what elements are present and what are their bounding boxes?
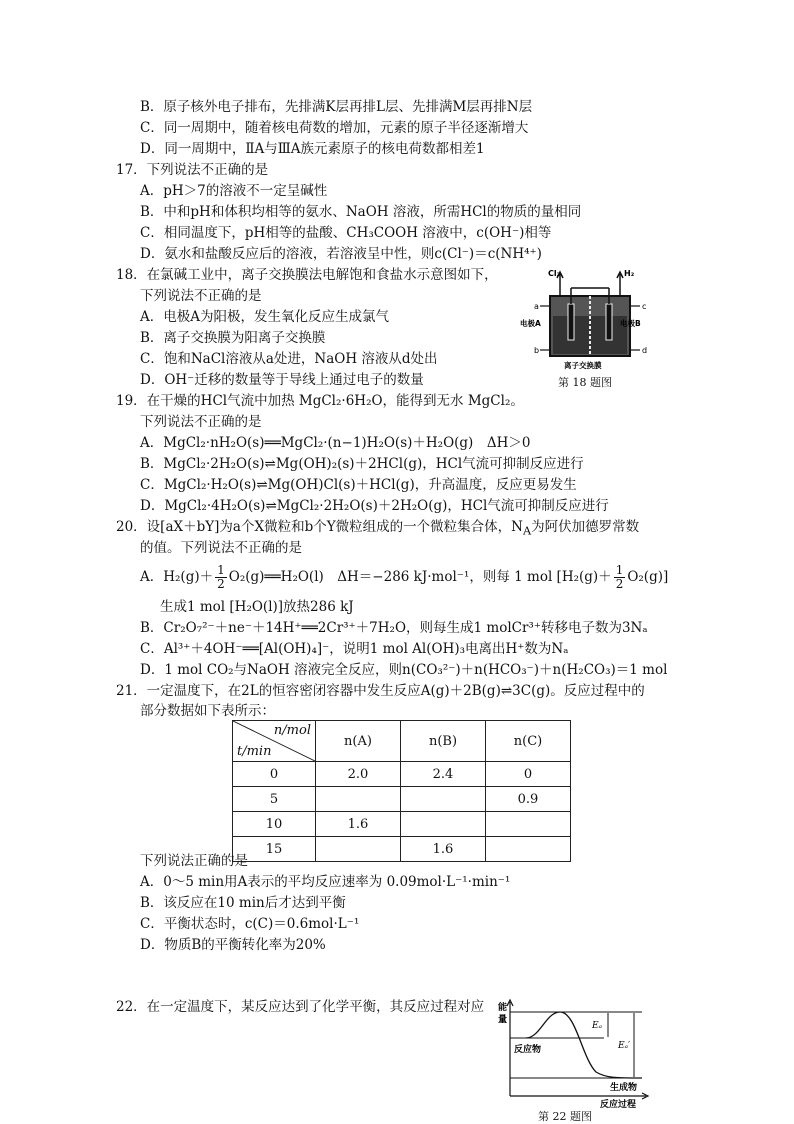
q21-option-b: B．该反应在10 min后才达到平衡 <box>140 895 346 911</box>
label-product: 生成物 <box>610 1083 638 1093</box>
frac-num: 1 <box>217 563 225 577</box>
q16-option-d: D．同一周期中，ⅡA与ⅢA族元素原子的核电荷数都相差1 <box>140 141 485 157</box>
table-row <box>233 812 571 837</box>
table-cell: 2.4 <box>401 762 486 787</box>
label-electrode-a: 电极A <box>520 319 541 328</box>
q18-stem-2: 下列说法不正确的是 <box>140 288 262 304</box>
table-cell <box>486 837 571 862</box>
table-cell: 1.6 <box>316 812 401 837</box>
table-header: n(A) <box>316 721 401 762</box>
q21-stem: 21．一定温度下，在2L的恒容密闭容器中发生反应A(g)＋2B(g)⇌3C(g)。反应过程中的 <box>116 683 645 699</box>
q21-data-table <box>232 720 571 862</box>
q20-option-b: B．Cr₂O₇²⁻＋ne⁻＋14H⁺══2Cr³⁺＋7H₂O，则每生成1 molCr³⁺转移电子数为3Nₐ <box>140 620 648 636</box>
q20-stem-sub: A <box>522 524 532 538</box>
q20-stem-text: 20．设[aX＋bY]为a个X微粒和b个Y微粒组成的一个微粒集合体，N <box>116 519 523 535</box>
q20-option-c: C．Al³⁺＋4OH⁻══[Al(OH)₄]⁻，说明1 mol Al(OH)₃电离出H⁺数为Nₐ <box>140 641 569 657</box>
table-cell: 0 <box>486 762 571 787</box>
q19-option-b: B．MgCl₂·2H₂O(s)⇌Mg(OH)₂(s)＋2HCl(g)，HCl气流可抑制反应进行 <box>140 456 584 472</box>
table-cell: 10 <box>233 812 316 837</box>
table-cell <box>316 837 401 862</box>
q20-stem-2: 的值。下列说法不正确的是 <box>140 540 302 556</box>
q20-option-a-2: 生成1 mol [H₂O(l)]放热286 kJ <box>160 599 354 615</box>
q20-stem-end: 为阿伏加德罗常数 <box>531 519 640 535</box>
table-row <box>233 787 571 812</box>
q17-option-d: D．氨水和盐酸反应后的溶液，若溶液呈中性，则c(Cl⁻)＝c(NH⁴⁺) <box>140 246 542 262</box>
q20-stem <box>116 518 639 541</box>
table-cell: 5 <box>233 787 316 812</box>
label-a: a <box>534 302 539 311</box>
corner-top-label: n/mol <box>273 723 311 738</box>
table-cell <box>486 812 571 837</box>
q22-stem: 22．在一定温度下，某反应达到了化学平衡，其反应过程对应 <box>116 999 485 1015</box>
q19-option-d: D．MgCl₂·4H₂O(s)⇌MgCl₂·2H₂O(s)＋2H₂O(g)，HCl气流可抑制反应进行 <box>140 498 609 514</box>
electrode-b <box>606 304 612 340</box>
q20-a-end: O₂(g)] <box>627 569 669 585</box>
q17-option-a: A．pH＞7的溶液不一定呈碱性 <box>140 183 328 199</box>
table-row <box>233 762 571 787</box>
q18-option-b: B．离子交换膜为阳离子交换膜 <box>140 330 326 346</box>
q16-option-b: B．原子核外电子排布，先排满K层再排L层、先排满M层再排N层 <box>140 99 533 115</box>
fraction-half <box>215 564 227 591</box>
table-cell: 0.9 <box>486 787 571 812</box>
q18-option-d: D．OH⁻迁移的数量等于导线上通过电子的数量 <box>140 372 424 388</box>
table-cell: 15 <box>233 837 316 862</box>
table-cell: 1.6 <box>401 837 486 862</box>
q20-option-d: D．1 mol CO₂与NaOH 溶液完全反应，则n(CO₃²⁻)＋n(HCO₃⁻)＋n(H₂CO₃)＝1 mol <box>140 662 668 678</box>
label-reactant: 反应物 <box>514 1045 542 1055</box>
q21-stem-3: 下列说法正确的是 <box>140 853 248 869</box>
fraction-half-2 <box>614 564 626 591</box>
q21-stem-2: 部分数据如下表所示： <box>140 703 275 719</box>
y-label-1: 能 <box>498 1003 508 1013</box>
q17-option-c: C．相同温度下，pH相等的盐酸、CH₃COOH 溶液中，c(OH⁻)相等 <box>140 225 552 241</box>
q18-electrolysis-figure <box>520 266 650 376</box>
q17-stem: 17．下列说法不正确的是 <box>116 162 269 178</box>
q17-option-b: B．中和pH和体积均相等的氨水、NaOH 溶液，所需HCl的物质的量相同 <box>140 204 582 220</box>
label-d: d <box>642 346 648 355</box>
label-x-axis: 反应过程 <box>600 1100 637 1108</box>
table-cell: 0 <box>233 762 316 787</box>
q22-energy-diagram <box>496 998 656 1108</box>
q19-option-a: A．MgCl₂·nH₂O(s)══MgCl₂·(n−1)H₂O(s)＋H₂O(g) ΔH＞0 <box>140 435 531 451</box>
q22-figure-caption: 第 22 题图 <box>538 1110 592 1123</box>
q20-option-a <box>140 564 668 591</box>
q18-option-c: C．饱和NaCl溶液从a处进，NaOH 溶液从d处出 <box>140 351 438 367</box>
q21-option-a: A．0～5 min用A表示的平均反应速率为 0.09mol·L⁻¹·min⁻¹ <box>140 874 511 890</box>
q16-option-c: C．同一周期中，随着核电荷数的增加，元素的原子半径逐渐增大 <box>140 120 529 136</box>
q21-option-d: D．物质B的平衡转化率为20% <box>140 937 326 953</box>
label-ea-prime: Eₐ′ <box>618 1041 630 1051</box>
table-header: n(B) <box>401 721 486 762</box>
corner-bottom-label: t/min <box>237 744 272 759</box>
table-header: n(C) <box>486 721 571 762</box>
table-row <box>233 837 571 862</box>
frac-den-2: 2 <box>615 577 624 591</box>
label-c: c <box>642 302 647 311</box>
label-h2: H₂ <box>624 269 635 278</box>
q19-stem: 19．在干燥的HCl气流中加热 MgCl₂·6H₂O，能得到无水 MgCl₂。 <box>116 393 524 409</box>
q18-stem: 18．在氯碱工业中，离子交换膜法电解饱和食盐水示意图如下， <box>116 267 498 283</box>
q21-option-c: C．平衡状态时，c(C)＝0.6mol·L⁻¹ <box>140 916 360 932</box>
q20-a-pre: A．H₂(g)＋ <box>140 569 214 585</box>
q19-option-c: C．MgCl₂·H₂O(s)⇌Mg(OH)Cl(s)＋HCl(g)，升高温度，反应更易发生 <box>140 477 577 493</box>
frac-den: 2 <box>217 577 225 591</box>
table-corner-cell <box>233 721 316 762</box>
label-membrane: 离子交换膜 <box>564 361 602 370</box>
table-cell <box>401 812 486 837</box>
frac-num-2: 1 <box>615 563 624 577</box>
table-cell <box>401 787 486 812</box>
q19-stem-2: 下列说法不正确的是 <box>140 414 262 430</box>
table-header-row <box>233 721 571 762</box>
y-label-2: 量 <box>498 1015 508 1025</box>
label-electrode-b: 电极B <box>620 319 641 328</box>
table-cell: 2.0 <box>316 762 401 787</box>
table-cell <box>316 787 401 812</box>
q18-option-a: A．电极A为阳极，发生氧化反应生成氯气 <box>140 309 389 325</box>
label-ea: Eₐ <box>592 1021 602 1031</box>
label-b: b <box>534 346 540 355</box>
q18-figure-caption: 第 18 题图 <box>558 376 612 389</box>
label-cl2: Cl₂ <box>548 269 561 278</box>
q20-a-mid: O₂(g)══H₂O(l) ΔH＝−286 kJ·mol⁻¹，则每 1 mol [H₂(g)＋ <box>228 569 612 585</box>
electrode-a <box>568 304 574 340</box>
